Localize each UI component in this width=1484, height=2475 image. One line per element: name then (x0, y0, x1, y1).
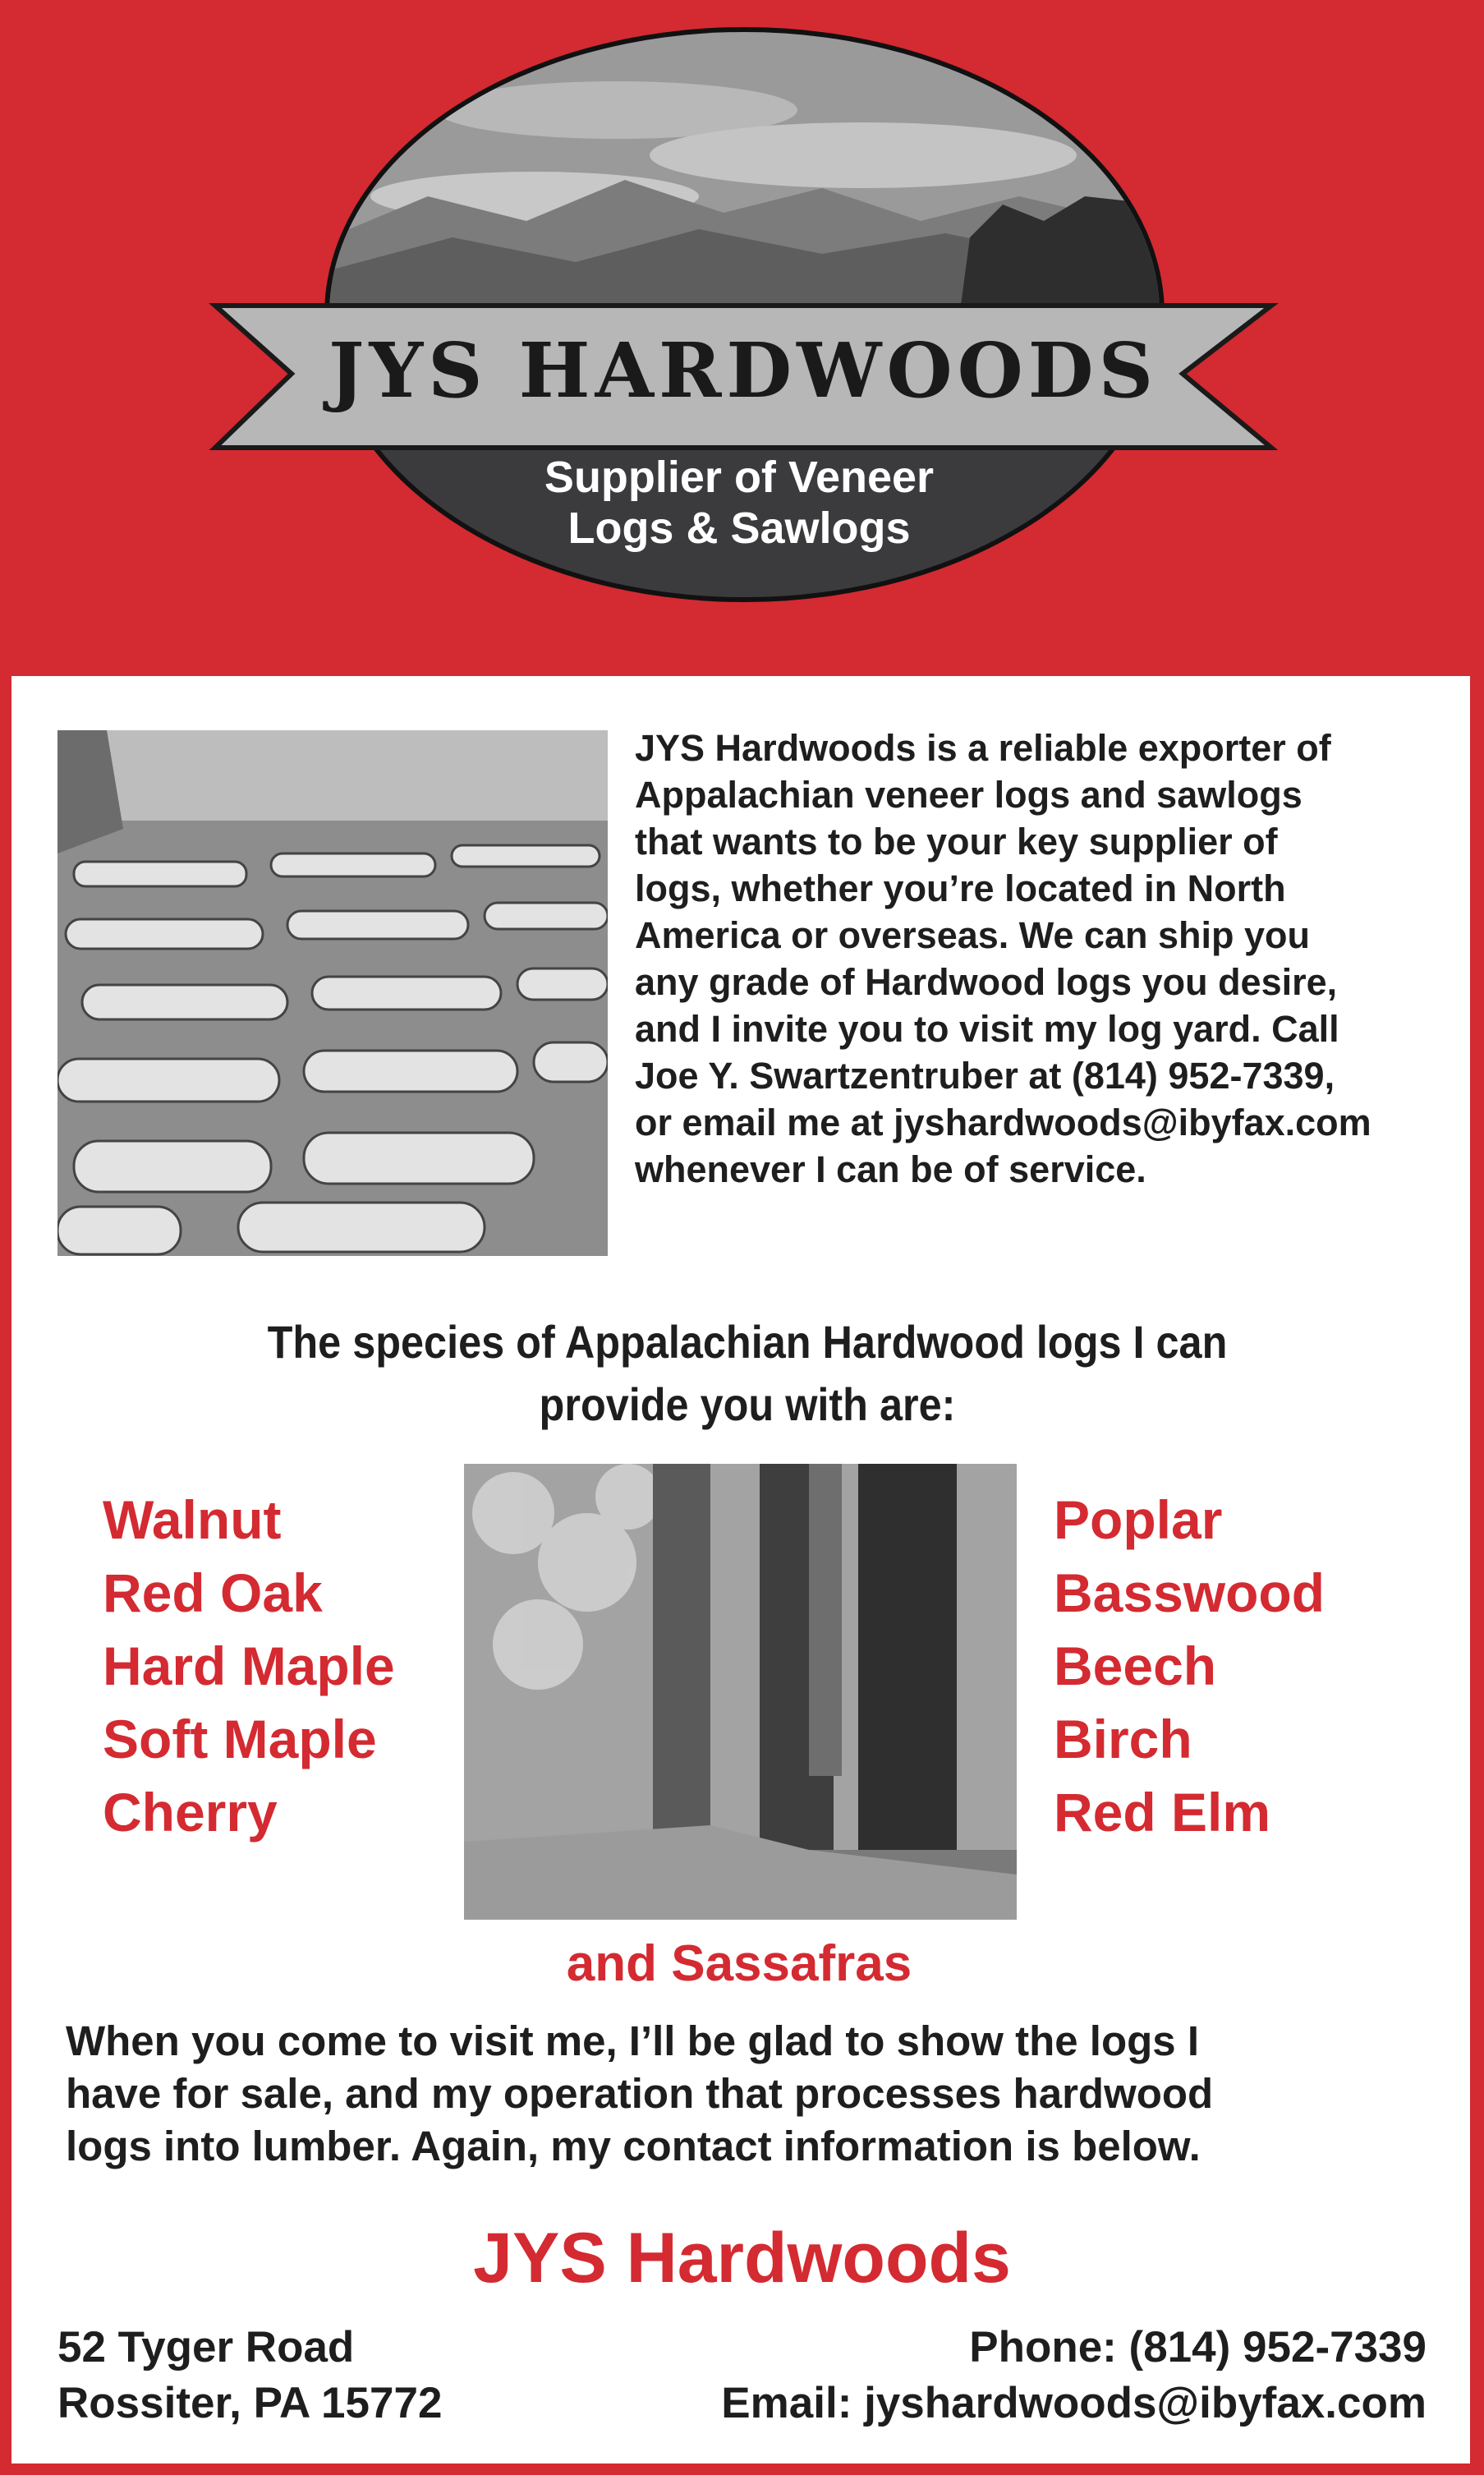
intro-line: JYS Hardwoods is a reliable exporter of (635, 727, 1331, 769)
species-extra: and Sassafras (566, 1935, 912, 1992)
intro-line: Joe Y. Swartzentruber at (814) 952-7339, (635, 1055, 1335, 1097)
tagline-line-2: Logs & Sawlogs (567, 504, 911, 553)
closing-paragraph (66, 2015, 1445, 2173)
intro-line: logs, whether you’re located in North (635, 867, 1286, 909)
closing-line: logs into lumber. Again, my contact information is below. (66, 2123, 1201, 2169)
intro-line: whenever I can be of service. (635, 1148, 1146, 1190)
log-yard-photo (57, 730, 608, 1256)
species-item: Hard Maple (103, 1635, 395, 1696)
contact-block (721, 2320, 1427, 2431)
intro-paragraph (635, 725, 1464, 1193)
logo-title: JYS HARDWOODS (328, 326, 1159, 415)
intro-line: Appalachian veneer logs and sawlogs (635, 774, 1303, 816)
species-item: Red Oak (103, 1562, 323, 1623)
address-line-2: Rossiter, PA 15772 (57, 2379, 443, 2427)
address-block (57, 2320, 442, 2431)
phone-number[interactable]: Phone: (814) 952-7339 (969, 2323, 1427, 2371)
species-list-left (103, 1484, 395, 1849)
intro-line: America or overseas. We can ship you (635, 914, 1311, 956)
species-item: Cherry (103, 1782, 278, 1842)
species-heading (149, 1311, 1346, 1436)
forest-photo (464, 1464, 1017, 1920)
species-item: Basswood (1054, 1562, 1325, 1623)
tagline-line-1: Supplier of Veneer (544, 453, 935, 502)
species-item: Beech (1054, 1635, 1217, 1696)
species-list-right (1054, 1484, 1325, 1849)
intro-line: or email me at jyshardwoods@ibyfax.com (635, 1102, 1371, 1143)
species-heading-line-1: The species of Appalachian Hardwood logs I can (267, 1316, 1228, 1368)
closing-line: When you come to visit me, I’ll be glad to show the logs I (66, 2017, 1199, 2064)
company-name: JYS Hardwoods (473, 2219, 1011, 2298)
species-item: Red Elm (1054, 1782, 1271, 1842)
address-line-1: 52 Tyger Road (57, 2323, 355, 2371)
intro-line: any grade of Hardwood logs you desire, (635, 961, 1338, 1003)
species-item: Walnut (103, 1489, 282, 1550)
logo-tagline (493, 452, 986, 554)
intro-line: that wants to be your key supplier of (635, 821, 1278, 863)
species-item: Birch (1054, 1709, 1192, 1769)
species-item: Soft Maple (103, 1709, 377, 1769)
intro-line: and I invite you to visit my log yard. Call (635, 1008, 1339, 1050)
closing-line: have for sale, and my operation that processes hardwood (66, 2070, 1214, 2117)
species-heading-line-2: provide you with are: (539, 1378, 956, 1430)
company-logo (0, 0, 1484, 676)
species-item: Poplar (1054, 1489, 1223, 1550)
email-address[interactable]: Email: jyshardwoods@ibyfax.com (721, 2379, 1427, 2427)
